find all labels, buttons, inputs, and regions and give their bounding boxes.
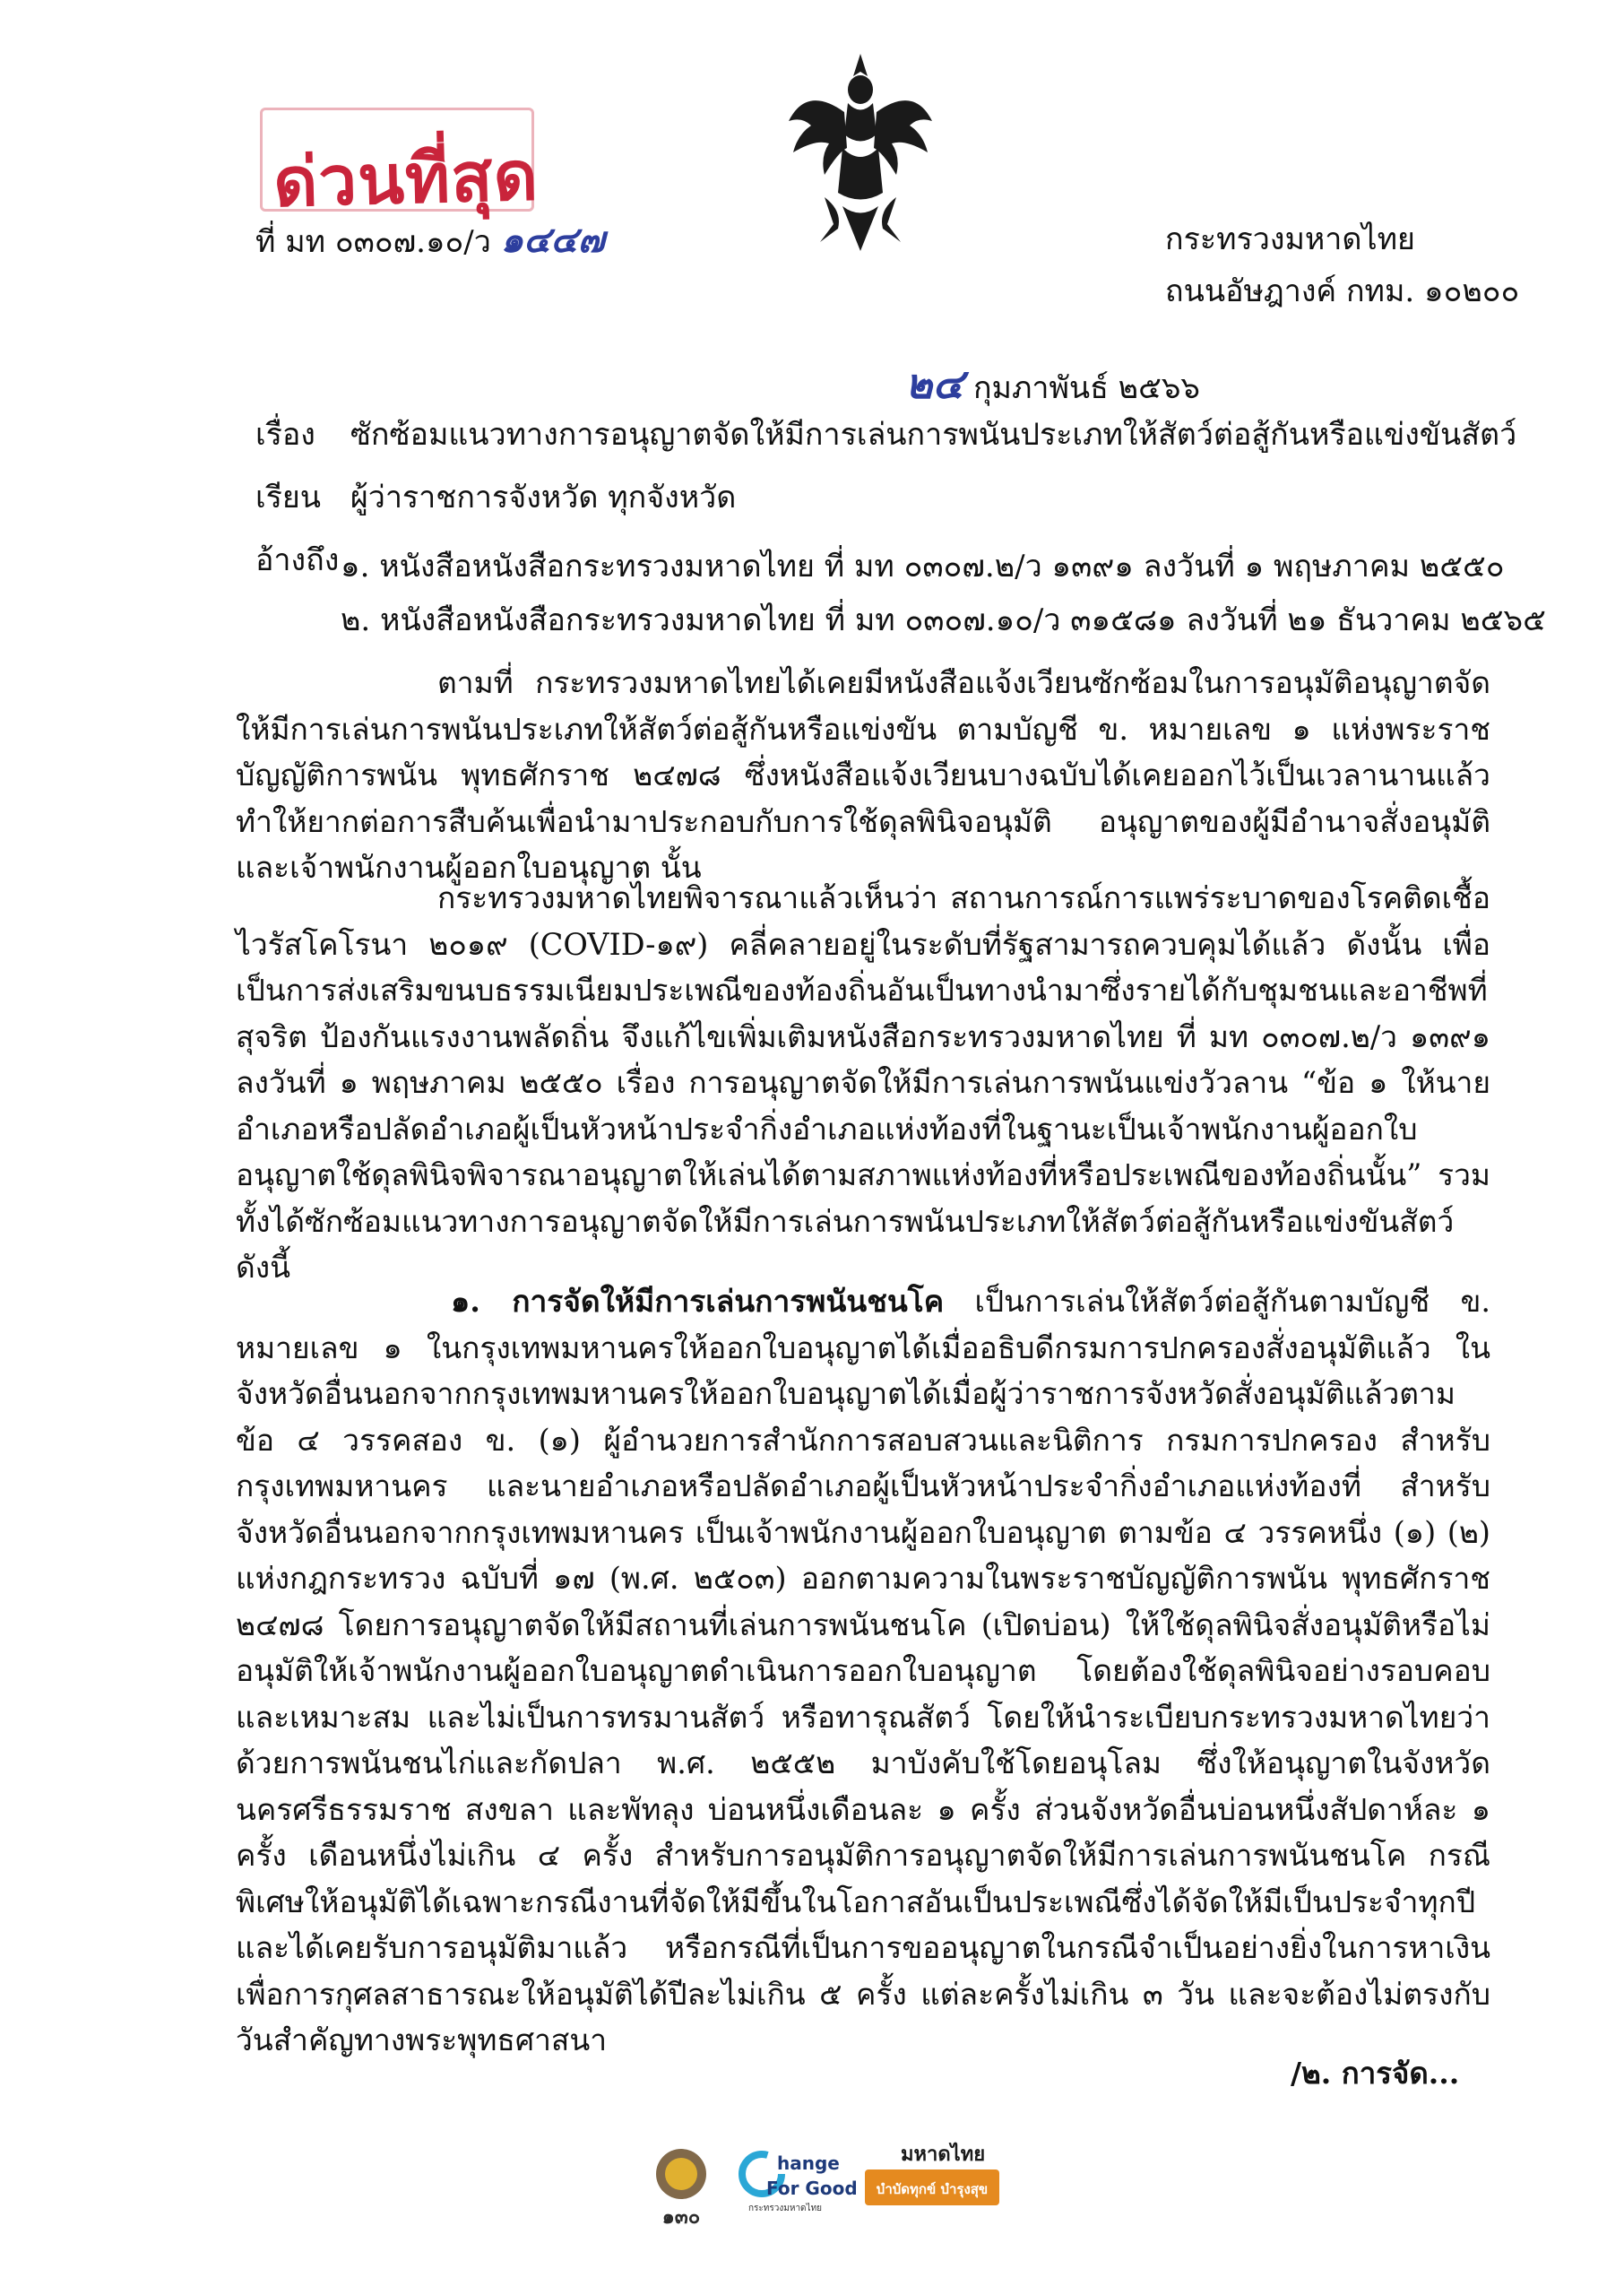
moi-motto-logo-icon (865, 2142, 999, 2205)
paragraph-3 (236, 1278, 1490, 2064)
change-for-good-logo-icon (742, 2152, 858, 2213)
paragraph-1-text: ตามที่ กระทรวงมหาดไทยได้เคยมีหนังสือแจ้งเวียนซักซ้อมในการอนุมัติอนุญาตจัดให้มีการเล่นการพนันประเภทให้สัตว์ต่อสู้กันหรือแข่งขัน ตามบัญชี ข. หมายเลข ๑ แห่งพระราชบัญญัติการพนัน พุทธศักราช ๒๔๗๘ ซึ่งหนังสือแจ้งเวียนบางฉบับได้เคยออกไว้เป็นเวลานานแล้ว ทำให้ยากต่อการสืบค้นเพื่อนำมาประกอบกับการใช้ดุลพินิจอนุมัติ อนุญาตของผู้มีอำนาจสั่งอนุมัติ และเจ้าพนักงานผู้ออกใบอนุญาต นั้น (236, 665, 1490, 885)
next-page-indicator: /๒. การจัด... (1291, 2056, 1460, 2091)
logo-130-text: ๑๓๐ (661, 2206, 701, 2229)
date-day-handwritten: ๒๔ (905, 359, 964, 408)
paragraph-2-text: กระทรวงมหาดไทยพิจารณาแล้วเห็นว่า สถานการณ์การแพร่ระบาดของโรคติดเชื้อไวรัสโคโรนา ๒๐๑๙ (COVID-๑๙) คลี่คลายอยู่ในระดับที่รัฐสามารถควบคุมได้แล้ว ดังนั้น เพื่อเป็นการส่งเสริมขนบธรรมเนียมประเพณีของท้องถิ่นอันเป็นทางนำมาซึ่งรายได้กับชุมชนและอาชีพที่สุจริต ป้องกันแรงงานพลัดถิ่น จึงแก้ไขเพิ่มเติมหนังสือกระทรวงมหาดไทย ที่ มท ๐๓๐๗.๒/ว ๑๓๙๑ ลงวันที่ ๑ พฤษภาคม ๒๕๕๐ เรื่อง การอนุญาตจัดให้มีการเล่นการพนันแข่งวัวลาน “ข้อ ๑ ให้นายอำเภอหรือปลัดอำเภอผู้เป็นหัวหน้าประจำกิ่งอำเภอแห่งท้องที่ในฐานะเป็นเจ้าพนักงานผู้ออกใบอนุญาตใช้ดุลพินิจพิจารณาอนุญาตให้เล่นได้ตามสภาพแห่งท้องที่หรือประเพณีของท้องถิ่นนั้น” รวมทั้งได้ซักซ้อมแนวทางการอนุญาตจัดให้มีการเล่นการพนันประเภทให้สัตว์ต่อสู้กันหรือแข่งขันสัตว์ ดังนี้ (236, 880, 1490, 1285)
ministry-name: กระทรวงมหาดไทย (1165, 221, 1415, 257)
logo-change-text: hange (777, 2152, 840, 2174)
sender-address (1165, 213, 1519, 317)
urgent-stamp: ด่วนที่สุด (272, 135, 540, 222)
paragraph-3-text: เป็นการเล่นให้สัตว์ต่อสู้กันตามบัญชี ข. หมายเลข ๑ ในกรุงเทพมหานครให้ออกใบอนุญาตได้เมื่ออธิบดีกรมการปกครองสั่งอนุมัติแล้ว ในจังหวัดอื่นนอกจากกรุงเทพมหานครให้ออกใบอนุญาตได้เมื่อผู้ว่าราชการจังหวัดสั่งอนุมัติแล้วตามข้อ ๔ วรรคสอง ข. (๑) ผู้อำนวยการสำนักการสอบสวนและนิติการ กรมการปกครอง สำหรับกรุงเทพมหานคร และนายอำเภอหรือปลัดอำเภอผู้เป็นหัวหน้าประจำกิ่งอำเภอแห่งท้องที่ สำหรับจังหวัดอื่นนอกจากกรุงเทพมหานคร เป็นเจ้าพนักงานผู้ออกใบอนุญาต ตามข้อ ๔ วรรคหนึ่ง (๑) (๒) แห่งกฎกระทรวง ฉบับที่ ๑๗ (พ.ศ. ๒๕๐๓) ออกตามความในพระราชบัญญัติการพนัน พุทธศักราช ๒๔๗๘ โดยการอนุญาตจัดให้มีสถานที่เล่นการพนันชนโค (เปิดบ่อน) ให้ใช้ดุลพินิจสั่งอนุมัติหรือไม่อนุมัติให้เจ้าพนักงานผู้ออกใบอนุญาตดำเนินการออกใบอนุญาต โดยต้องใช้ดุลพินิจอย่างรอบคอบและเหมาะสม และไม่เป็นการทรมานสัตว์ หรือทารุณสัตว์ โดยให้นำระเบียบกระทรวงมหาดไทยว่าด้วยการพนันชนไก่และกัดปลา พ.ศ. ๒๕๕๒ มาบังคับใช้โดยอนุโลม ซึ่งให้อนุญาตในจังหวัดนครศรีธรรมราช สงขลา และพัทลุง บ่อนหนึ่งเดือนละ ๑ ครั้ง ส่วนจังหวัดอื่นบ่อนหนึ่งสัปดาห์ละ ๑ ครั้ง เดือนหนึ่งไม่เกิน ๔ ครั้ง สำหรับการอนุมัติการอนุญาตจัดให้มีการเล่นการพนันชนโค กรณีพิเศษให้อนุมัติได้เฉพาะกรณีงานที่จัดให้มีขึ้นในโอกาสอันเป็นประเพณีซึ่งได้จัดให้มีเป็นประจำทุกปี และได้เคยรับการอนุมัติมาแล้ว หรือกรณีที่เป็นการขออนุญาตในกรณีจำเป็นอย่างยิ่งในการหาเงินเพื่อการกุศลสาธารณะให้อนุมัติได้ปีละไม่เกิน ๕ ครั้ง แต่ละครั้งไม่เกิน ๓ วัน และจะต้องไม่ตรงกับวันสำคัญทางพระพุทธศาสนา (236, 1284, 1490, 2057)
paragraph-2 (236, 875, 1490, 1291)
footer-logos-graphic (641, 2134, 1017, 2241)
logo-ministry-text: กระทรวงมหาดไทย (748, 2204, 823, 2213)
references-label: อ้างถึง (255, 542, 340, 578)
reference-item-2: ๒. หนังสือหนังสือกระทรวงมหาดไทย ที่ มท ๐๓๐๗.๑๐/ว ๓๑๕๘๑ ลงวันที่ ๒๑ ธันวาคม ๒๕๖๕ (341, 602, 1546, 638)
garuda-emblem-icon (771, 49, 950, 255)
recipient-text: ผู้ว่าราชการจังหวัด ทุกจังหวัด (350, 480, 737, 515)
document-reference (255, 211, 605, 268)
section-1-heading: ๑. การจัดให้มีการเล่นการพนันชนโค (451, 1284, 945, 1319)
document-date (905, 351, 1200, 417)
paragraph-1 (236, 660, 1490, 891)
reference-item-1: ๑. หนังสือหนังสือกระทรวงมหาดไทย ที่ มท ๐๓๐๗.๒/ว ๑๓๙๑ ลงวันที่ ๑ พฤษภาคม ๒๕๕๐ (341, 549, 1505, 585)
date-month-year: กุมภาพันธ์ ๒๕๖๖ (972, 370, 1200, 406)
footer-logos (641, 2134, 1017, 2241)
reference-number-handwritten: ๑๔๔๗ (500, 220, 605, 261)
recipient-line (255, 475, 736, 520)
logo-moi-text: มหาดไทย (901, 2143, 986, 2166)
logo-for-good-text: For Good (766, 2178, 858, 2199)
subject-label: เรื่อง (255, 417, 315, 453)
subject-text: ซักซ้อมแนวทางการอนุญาตจัดให้มีการเล่นการพนันประเภทให้สัตว์ต่อสู้กันหรือแข่งขันสัตว์ (350, 417, 1517, 453)
anniversary-logo-icon (656, 2149, 706, 2229)
subject-line (255, 412, 1516, 457)
logo-motto-text: บำบัดทุกข์ บำรุงสุข (876, 2181, 989, 2197)
ministry-address: ถนนอัษฎางค์ กทม. ๑๐๒๐๐ (1165, 273, 1520, 309)
recipient-label: เรียน (255, 480, 322, 515)
reference-prefix: ที่ มท ๐๓๐๗.๑๐/ว (255, 224, 491, 260)
